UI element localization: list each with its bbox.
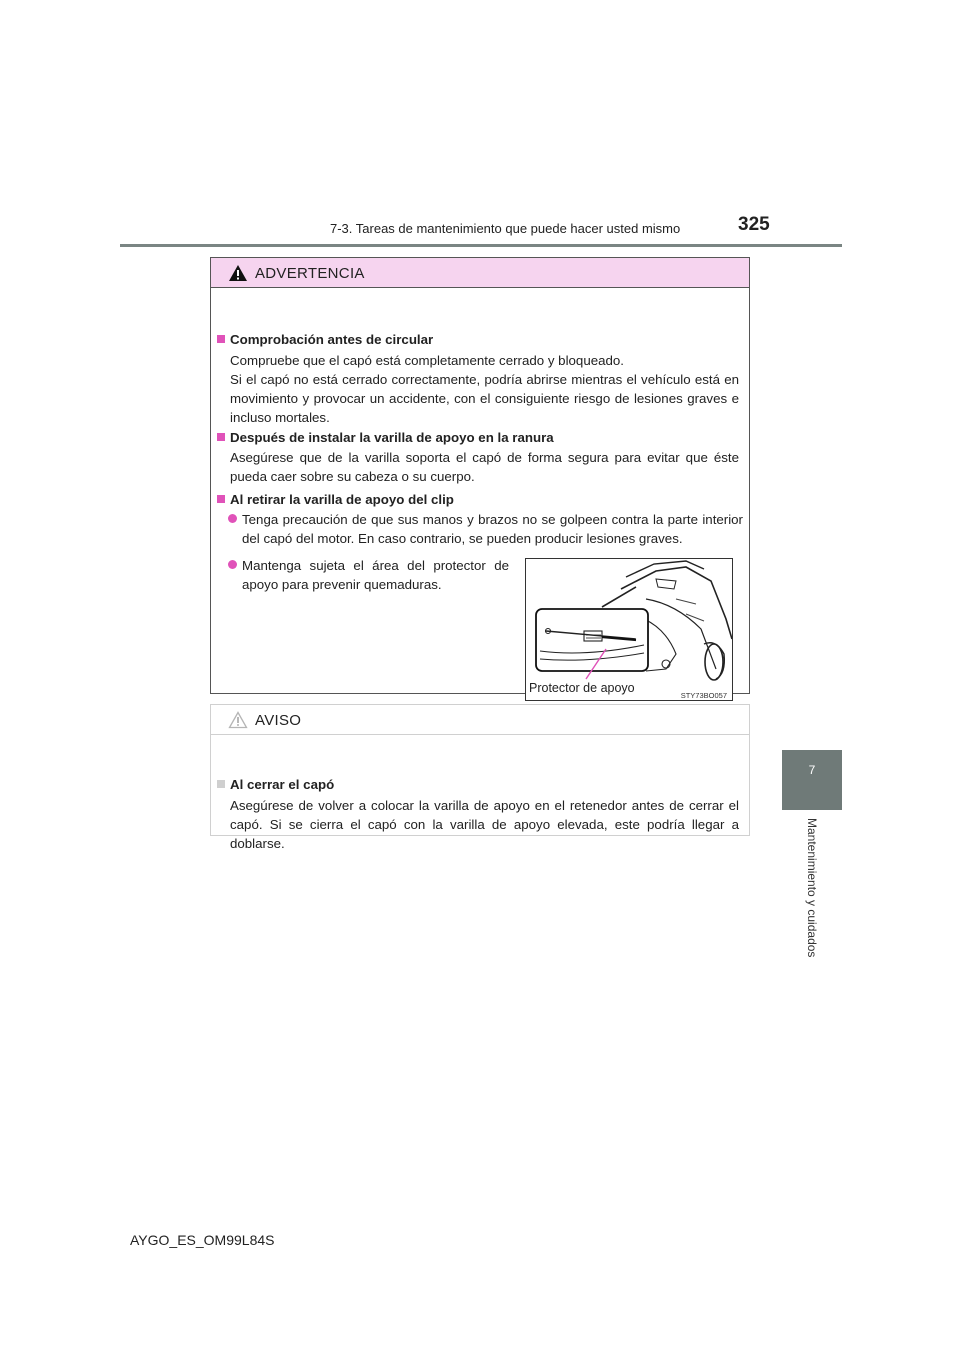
dot-bullet-icon [228,514,237,523]
warning-box [210,257,750,700]
square-bullet-icon [217,335,225,343]
list-item: Mantenga sujeta el área del protector de apoyo para prevenir quemaduras. [228,556,509,594]
section-heading: Después de instalar la varilla de apoyo en la ranura [217,428,554,447]
figure-label: Protector de apoyo [529,681,635,695]
square-bullet-icon [217,780,225,788]
chapter-number: 7 [808,763,816,777]
paragraph: Asegúrese que de la varilla soporta el capó de forma segura para evitar que éste pueda caer sobre su cabeza o su cuerpo. [230,450,739,484]
document-code: AYGO_ES_OM99L84S [130,1232,275,1248]
warning-header [211,258,749,288]
notice-header [211,705,749,735]
section-heading: Al cerrar el capó [217,775,334,794]
square-bullet-icon [217,495,225,503]
square-bullet-icon [217,433,225,441]
warning-title: ADVERTENCIA [255,265,365,282]
chapter-tab [782,750,842,810]
section-heading: Al retirar la varilla de apoyo del clip [217,490,454,509]
chapter-title: Mantenimiento y cuidados [805,818,819,958]
caution-triangle-outline-icon [228,711,248,729]
paragraph: Compruebe que el capó está completamente cerrado y bloqueado. [230,353,624,368]
warning-triangle-icon [228,264,248,282]
dot-bullet-icon [228,560,237,569]
notice-title: AVISO [255,712,302,729]
chapter-title-vertical [803,818,823,978]
header-divider [120,244,842,247]
notice-box [210,704,750,851]
paragraph: Asegúrese de volver a colocar la varilla de apoyo en el retenedor antes de cerrar el capó. Si se cierra el capó con la varilla de apoyo elevada, este podría llegar a doblarse. [230,798,739,851]
section-title: 7-3. Tareas de mantenimiento que puede hacer usted mismo [330,221,681,236]
section-heading: Comprobación antes de circular [217,330,433,349]
paragraph: Si el capó no está cerrado correctamente, podría abrirse mientras el vehículo está en movimiento y provocar un accidente, con el consiguiente riesgo de lesiones graves e incluso mortales. [230,372,739,425]
figure-code: STY73BO057 [680,691,727,700]
list-item: Tenga precaución de que sus manos y brazos no se golpeen contra la parte interior del capó del motor. En caso contrario, se pueden producir lesiones graves. [228,510,743,548]
page-number: 325 [738,214,770,235]
hood-support-illustration [525,558,733,701]
